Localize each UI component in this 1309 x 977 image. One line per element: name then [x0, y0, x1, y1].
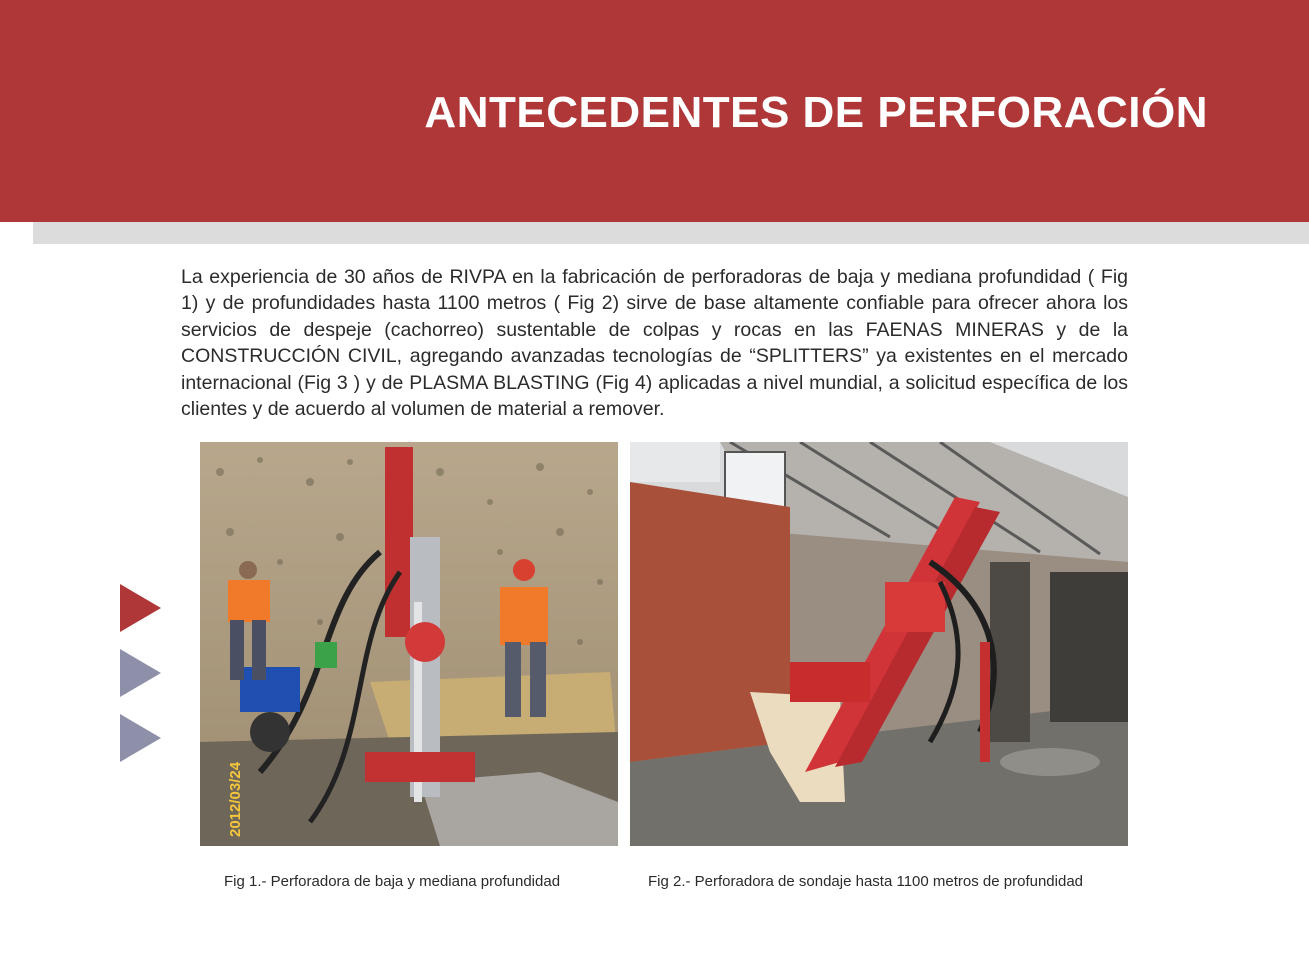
page-title: ANTECEDENTES DE PERFORACIÓN: [424, 88, 1208, 137]
triangle-right-icon: [120, 584, 161, 632]
triangle-right-icon: [120, 714, 161, 762]
divider-bar: [33, 222, 1309, 244]
figure-2-caption: Fig 2.- Perforadora de sondaje hasta 1100 metros de profundidad: [648, 873, 1083, 890]
header-banner: [0, 0, 1309, 222]
intro-paragraph: La experiencia de 30 años de RIVPA en la fabricación de perforadoras de baja y mediana profundidad ( Fig 1) y de profundidades hasta 1100 metros ( Fig 2) sirve de base altamente confiable para ofrecer ahora los servicios de despeje (cachorreo) sustentable de colpas y rocas en las FAENAS MINERAS y de la CONSTRUCCIÓN CIVIL, agregando avanzadas tecnologías de “SPLITTERS” ya existentes en el mercado internacional (Fig 3 ) y de PLASMA BLASTING (Fig 4) aplicadas a nivel mundial, a solicitud específica de los clientes y de acuerdo al volumen de material a remover.: [181, 266, 1128, 421]
figure-1-caption: Fig 1.- Perforadora de baja y mediana profundidad: [224, 873, 561, 890]
triangle-right-icon: [120, 649, 161, 697]
figure-2-photo: [630, 442, 1128, 846]
figure-1-photo: [200, 442, 618, 846]
photo-date-stamp: 2012/03/24: [227, 761, 244, 837]
